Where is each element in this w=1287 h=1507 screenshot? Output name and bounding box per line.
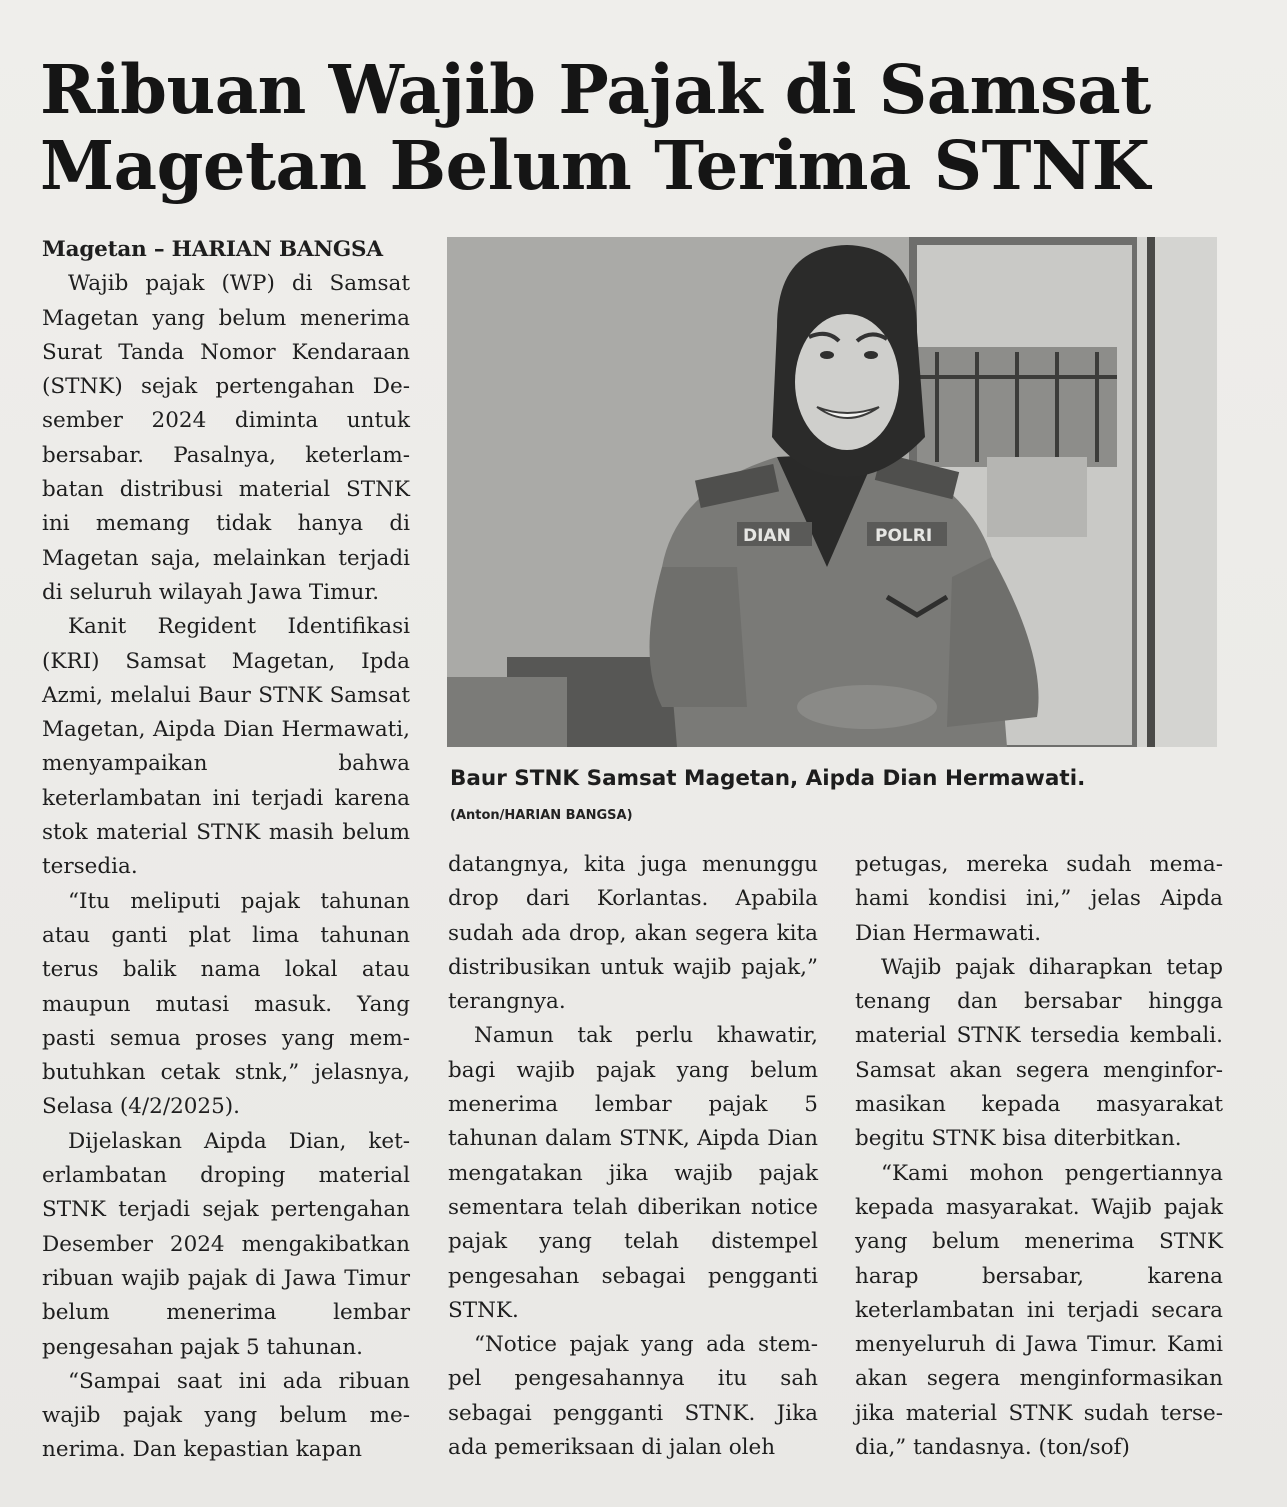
paragraph: Wajib pajak (WP) di Samsat Magetan yang belum menerima Surat Tanda Nomor Kendaraan (STNK) sejak pertengahan Desember 2024 diminta untuk bersabar. Pasalnya, keterlambatan distribusi material STNK ini memang tidak hanya di Magetan saja, melainkan terjadi di seluruh wilayah Jawa Timur. [42,271,410,605]
paragraph: Wajib pajak diharapkan tetap tenang dan bersabar hingga material STNK tersedia kembali. Samsat akan segera menginformasikan kepada masyarakat begitu STNK bisa diterbitkan. [855,954,1223,1152]
uniform-tag-text: POLRI [875,526,933,546]
paragraph: “Kami mohon pengertiannya kepada masyarakat. Wajib pajak yang belum menerima STNK harap bersabar, karena keterlambatan ini terjadi secara menyeluruh di Jawa Timur. Kami akan segera menginformasikan jika material STNK sudah tersedia,” tandasnya. (ton/sof) [855,1160,1223,1461]
paragraph: “Notice pajak yang ada stempel pengesahannya itu sah sebagai pengganti STNK. Jika ada pemeriksaan di jalan oleh [448,1332,818,1461]
article-column-2 [448,848,818,1465]
article-photo [447,237,1217,747]
paragraph: “Sampai saat ini ada ribuan wajib pajak yang belum menerima. Dan kepastian kapan [42,1368,410,1463]
paragraph: “Itu meliputi pajak tahunan atau ganti plat lima tahunan terus balik nama lokal atau maupun mutasi masuk. Yang pasti semua proses yang membutuhkan cetak stnk,” jelasnya, Selasa (4/2/2025). [42,888,410,1120]
paragraph: Dijelaskan Aipda Dian, keterlambatan droping material STNK terjadi sejak pertengahan Desember 2024 mengakibatkan ribuan wajib pajak di Jawa Timur belum menerima lembar pengesahan pajak 5 tahunan. [42,1128,410,1360]
photo-credit: (Anton/HARIAN BANGSA) [450,808,633,823]
paragraph: Namun tak perlu khawatir, bagi wajib pajak yang belum menerima lembar pajak 5 tahunan dalam STNK, Aipda Dian mengatakan jika wajib pajak sementara telah diberikan notice pajak yang telah distempel pengesahan sebagai pengganti STNK. [448,1023,818,1323]
name-tag-text: DIAN [743,526,791,546]
paragraph: Kanit Regident Identifikasi (KRI) Samsat Magetan, Ipda Azmi, melalui Baur STNK Samsat Magetan, Aipda Dian Hermawati, menyampaikan bahwa keterlambatan ini terjadi karena stok material STNK masih belum tersedia. [42,614,410,880]
headline-line-2: Magetan Belum Terima STNK [40,126,1150,205]
article-column-1 [42,233,410,1468]
article-headline [40,52,1250,204]
photo-caption: Baur STNK Samsat Magetan, Aipda Dian Hermawati. [450,766,1086,791]
paragraph: petugas, mereka sudah memahami kondisi ini,” jelas Aipda Dian Hermawati. [855,852,1223,946]
headline-line-1: Ribuan Wajib Pajak di Samsat [40,50,1151,129]
article-column-3 [855,848,1223,1465]
dateline: Magetan – HARIAN BANGSA [42,237,383,262]
paragraph: datangnya, kita juga menunggu drop dari Korlantas. Apabila sudah ada drop, akan segera kita distribusikan untuk wajib pajak,” terangnya. [448,852,818,1015]
